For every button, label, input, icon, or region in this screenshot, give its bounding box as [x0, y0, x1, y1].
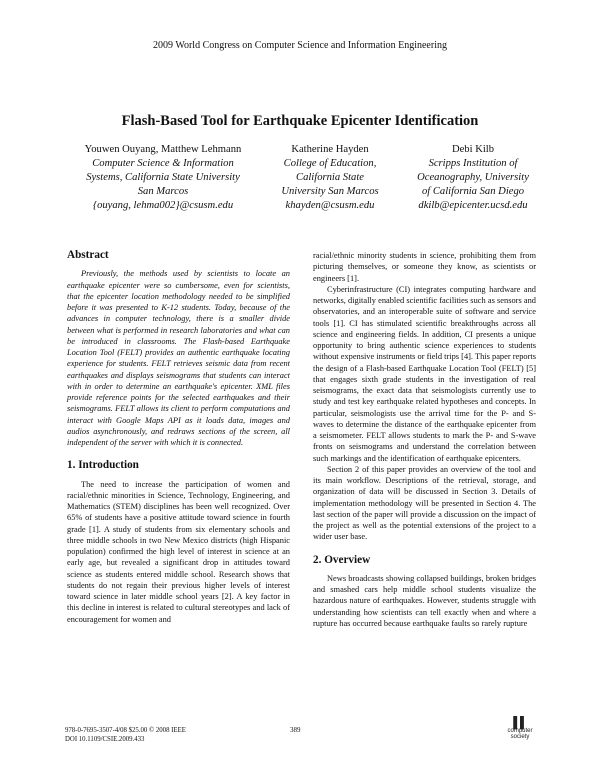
right-column: [313, 250, 536, 629]
author-email: {ouyang, lehma002}@csusm.edu: [92, 200, 234, 211]
computer-society-logo-icon: ▌▌: [513, 717, 527, 729]
overview-paragraph-1: News broadcasts showing collapsed buildings, broken bridges and smashed cars help middle school students visualize the hazardous nature of earthquakes. However, students struggle with understanding how scientists can tell exactly when and where a rupture has occurred because earthquake faults so rarely rupture: [313, 573, 536, 628]
author-name: Debi Kilb: [451, 144, 495, 155]
abstract-text: Previously, the methods used by scientists to locate an earthquake epicenter were so cumbersome, even for scientists, that the epicenter location methodology needed to be simplified before it was presented to K-12 students. Today, because of the advances in computer technology, there is a smaller divide between what is performed in research laboratories and what can be introduced in classrooms. The Flash-based Earthquake Location Tool (FELT) provides an authentic earthquake locating experience for students. FELT retrieves seismic data from recent earthquakes and displays seismograms that students can interact with in order to determine an earthquake's epicenter. XML files provide reference points for the selected earthquakes and their seismograms. FELT allows its client to perform computations and interact with Google Maps API as it loads data, images and audios asynchronously, and redraws sections of the screen, all independent of the server with which it is connected.: [67, 269, 290, 447]
author-affiliation: Oceanography, University: [417, 172, 529, 183]
intro-paragraph-1: The need to increase the participation of women and racial/ethnic minorities in Science, Technology, Engineering, and Mathematics (STEM) disciplines has been well recognized. Over 65% of students have a positive attitude toward science in fourth grade [1]. A study of students from six elementary schools and three middle schools in two New Mexico districts (high Hispanic population) confirmed the high level of interest in science at an early age, but revealed a significant drop in attitudes toward science as students entered middle school. Research shows that students do not regain their previous higher levels of interest toward science in later middle school years [2]. A key factor in this decline in interest is related to cultural stereotypes and lack of encouragement for women and: [67, 479, 290, 624]
logo-text-line: society: [510, 734, 530, 740]
section-heading-introduction: 1. Introduction: [67, 459, 139, 472]
author-affiliation: University San Marcos: [281, 186, 379, 197]
author-affiliation: Computer Science & Information: [92, 158, 234, 169]
author-email: khayden@csusm.edu: [285, 200, 375, 211]
logo-text-line: computer: [507, 728, 533, 734]
author-affiliation: College of Education,: [283, 158, 377, 169]
abstract-heading: Abstract: [67, 249, 109, 261]
footer-doi: DOI 10.1109/CSIE.2009.433: [65, 736, 145, 743]
intro-paragraph-1-continued: racial/ethnic minority students in science, prohibiting them from picturing themselves, or someone they know, as scientists or engineers [1].: [313, 251, 536, 283]
running-header: 2009 World Congress on Computer Science and Information Engineering: [153, 40, 447, 51]
left-column: [67, 250, 290, 625]
author-email: dkilb@epicenter.ucsd.edu: [418, 200, 528, 211]
footer-isbn: 978-0-7695-3507-4/08 $25.00 © 2008 IEEE: [65, 727, 186, 734]
author-block-1: [68, 143, 258, 213]
author-name: Katherine Hayden: [291, 144, 369, 155]
author-affiliation: Scripps Institution of: [428, 158, 518, 169]
computer-society-logo: [500, 719, 540, 740]
footer-copyright: [65, 726, 186, 744]
author-affiliation: Systems, California State University: [86, 172, 240, 183]
section-heading-overview: 2. Overview: [313, 553, 371, 566]
author-affiliation: of California San Diego: [421, 186, 525, 197]
paper-title: Flash-Based Tool for Earthquake Epicenter Identification: [121, 113, 479, 129]
intro-paragraph-3: Section 2 of this paper provides an overview of the tool and its main workflow. Descriptions of the retrieval, storage, and organization of data will be discussed in Section 3. Details of implementation methodology will be presented in Section 4. The last section of the paper will provide a discussion on the impact of the project as well as the potential extensions of the project to a wider user base.: [313, 464, 536, 542]
author-affiliation: San Marcos: [137, 186, 189, 197]
author-name: Youwen Ouyang, Matthew Lehmann: [84, 144, 242, 155]
author-block-2: [260, 143, 400, 213]
intro-paragraph-2: Cyberinfrastructure (CI) integrates computing hardware and networks, digitally enabled scientific facilities such as sensors and observatories, and an interoperable suite of software and service tools [1]. CI has stimulated scientific breakthroughs across all science and engineering fields. In addition, CI presents a unique opportunity to bring authentic science experiences to students without expensive instruments or field trips [4]. This paper reports the design of a Flash-based Earthquake Location Tool (FELT) [5] that engages sixth grade students in the investigation of real seismograms, the exact data that seismologists currently use to study and test key earthquake related hypotheses and concepts. In particular, seismologists use the arrival time for the P- and S-waves to determine the distance of the earthquake epicenter from a seismometer. FELT allows students to mark the P- and S-wave fronts on seismograms and understand the correlation between such markings and the identification of earthquake epicenters.: [313, 284, 536, 463]
page-number: 389: [290, 726, 301, 734]
author-block-3: [398, 143, 548, 213]
author-affiliation: California State: [296, 172, 364, 183]
